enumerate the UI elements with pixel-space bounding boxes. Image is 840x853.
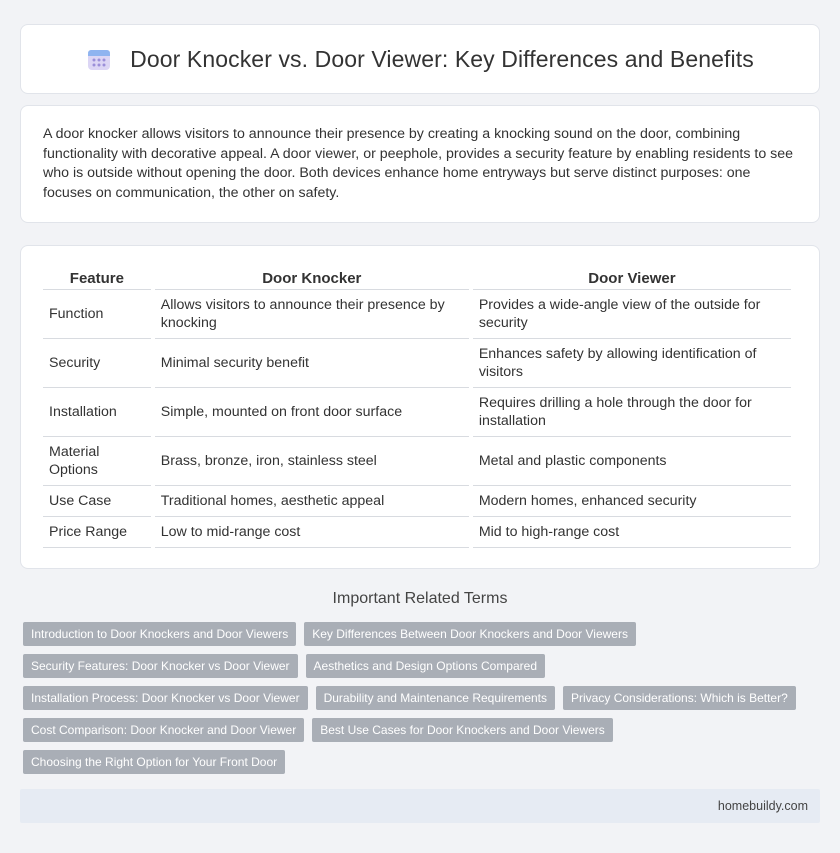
table-cell-feature: Security: [43, 339, 151, 388]
table-cell-door-knocker: Minimal security benefit: [155, 339, 469, 388]
table-cell-door-knocker: Low to mid-range cost: [155, 517, 469, 548]
table-cell-feature: Use Case: [43, 486, 151, 517]
footer: [20, 789, 820, 823]
related-terms-list: [23, 622, 813, 782]
comparison-table: [39, 264, 795, 548]
table-cell-door-viewer: Requires drilling a hole through the door for installation: [473, 388, 791, 437]
table-cell-feature: Price Range: [43, 517, 151, 548]
table-cell-door-viewer: Metal and plastic components: [473, 437, 791, 486]
table-cell-feature: Function: [43, 290, 151, 339]
table-row: [43, 290, 791, 339]
footer-site-name: homebuildy.com: [717, 799, 808, 813]
table-row: [43, 388, 791, 437]
table-header-row: [43, 264, 791, 290]
related-term-tag[interactable]: Durability and Maintenance Requirements: [316, 686, 555, 710]
table-cell-feature: Material Options: [43, 437, 151, 486]
table-row: [43, 517, 791, 548]
table-row: [43, 339, 791, 388]
table-cell-feature: Installation: [43, 388, 151, 437]
header-card: [20, 24, 820, 94]
table-cell-door-knocker: Traditional homes, aesthetic appeal: [155, 486, 469, 517]
intro-card: [20, 105, 820, 223]
table-row: [43, 486, 791, 517]
related-term-tag[interactable]: Best Use Cases for Door Knockers and Door Viewers: [312, 718, 613, 742]
page-title: Door Knocker vs. Door Viewer: Key Differences and Benefits: [130, 45, 754, 72]
table-cell-door-knocker: Simple, mounted on front door surface: [155, 388, 469, 437]
table-cell-door-viewer: Mid to high-range cost: [473, 517, 791, 548]
table-cell-door-viewer: Provides a wide-angle view of the outside for security: [473, 290, 791, 339]
column-header-feature: Feature: [43, 264, 151, 290]
related-term-tag[interactable]: Key Differences Between Door Knockers and Door Viewers: [304, 622, 636, 646]
related-term-tag[interactable]: Installation Process: Door Knocker vs Door Viewer: [23, 686, 308, 710]
table-cell-door-viewer: Enhances safety by allowing identification of visitors: [473, 339, 791, 388]
table-cell-door-viewer: Modern homes, enhanced security: [473, 486, 791, 517]
related-term-tag[interactable]: Cost Comparison: Door Knocker and Door Viewer: [23, 718, 304, 742]
related-term-tag[interactable]: Aesthetics and Design Options Compared: [306, 654, 545, 678]
column-header-door-viewer: Door Viewer: [473, 264, 791, 290]
intro-paragraph: A door knocker allows visitors to announce their presence by creating a knocking sound on the door, combining functionality with decorative appeal. A door viewer, or peephole, provides a security feature by enabling residents to see who is outside without opening the door. Both devices enhance home entryways but serve distinct purposes: one focuses on communication, the other on safety.: [43, 126, 794, 201]
related-terms-title: Important Related Terms: [332, 590, 508, 607]
table-cell-door-knocker: Brass, bronze, iron, stainless steel: [155, 437, 469, 486]
comparison-card: [20, 245, 820, 569]
related-term-tag[interactable]: Security Features: Door Knocker vs Door Viewer: [23, 654, 298, 678]
related-term-tag[interactable]: Choosing the Right Option for Your Front Door: [23, 750, 285, 774]
related-term-tag[interactable]: Introduction to Door Knockers and Door Viewers: [23, 622, 296, 646]
column-header-door-knocker: Door Knocker: [155, 264, 469, 290]
table-row: [43, 437, 791, 486]
calendar-icon: [86, 46, 112, 72]
table-cell-door-knocker: Allows visitors to announce their presence by knocking: [155, 290, 469, 339]
related-term-tag[interactable]: Privacy Considerations: Which is Better?: [563, 686, 796, 710]
